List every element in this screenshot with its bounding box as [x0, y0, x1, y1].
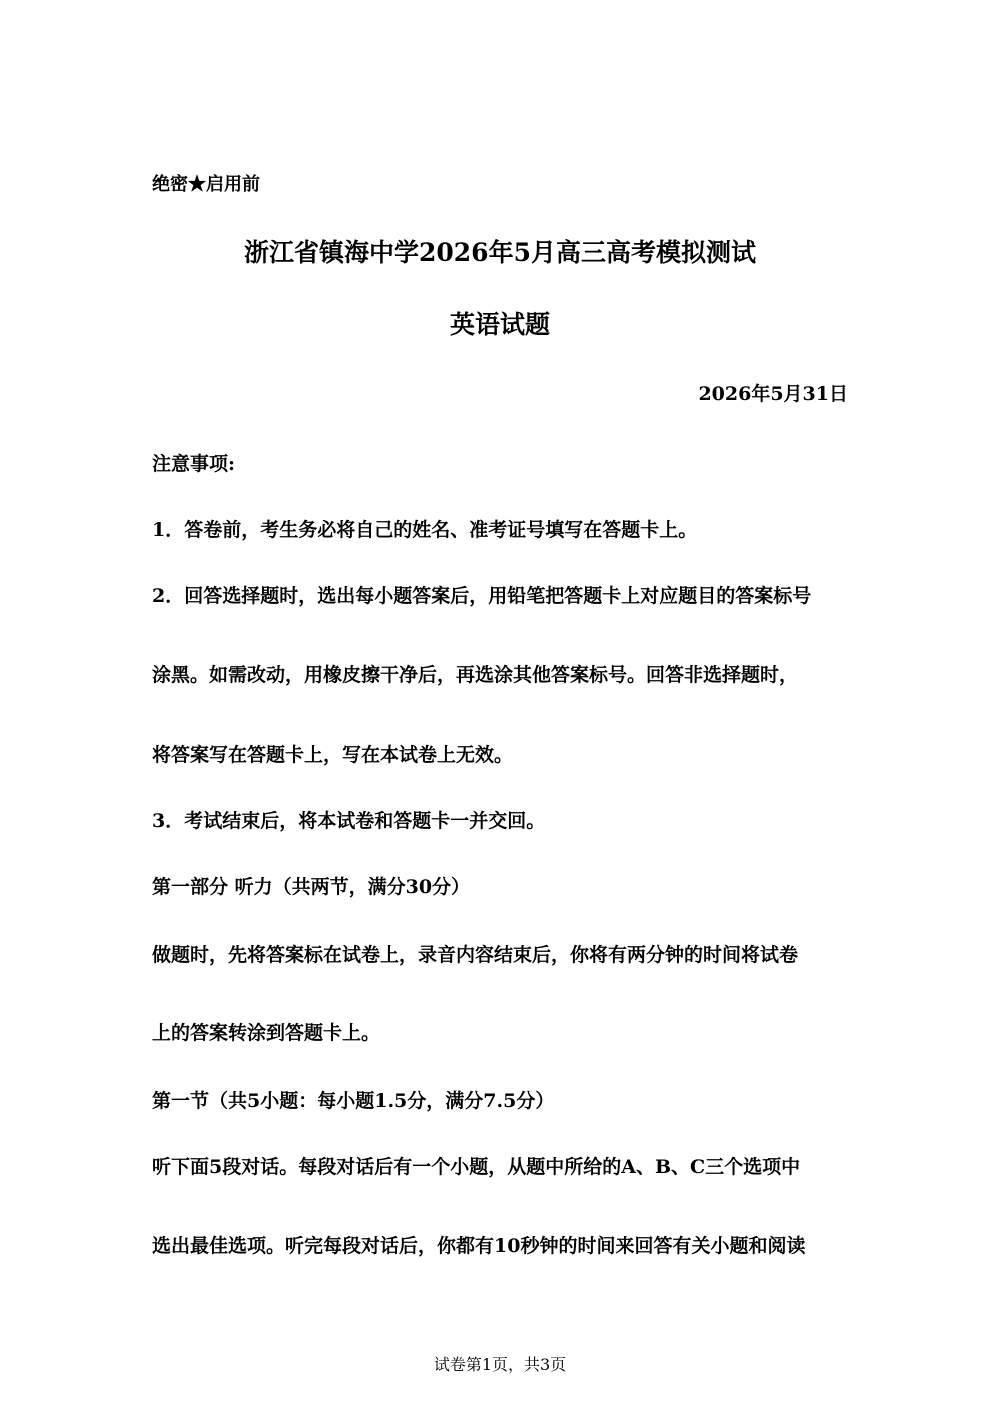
exam-date: 2026年5月31日: [698, 383, 848, 405]
notice-item-2-line-1: 2．回答选择题时，选出每小题答案后，用铅笔把答题卡上对应题目的答案标号: [152, 585, 812, 607]
part1-instruction-line-2: 上的答案转涂到答题卡上。: [152, 1022, 381, 1044]
section1-instruction-line-1: 听下面5段对话。每段对话后有一个小题，从题中所给的A、B、C三个选项中: [152, 1156, 801, 1178]
exam-subtitle: 英语试题: [449, 310, 550, 339]
page-footer: 试卷第1页，共3页: [433, 1355, 567, 1374]
section1-heading: 第一节（共5小题：每小题1.5分，满分7.5分）: [152, 1090, 555, 1112]
notice-item-2-line-2: 涂黑。如需改动，用橡皮擦干净后，再选涂其他答案标号。回答非选择题时，: [152, 664, 799, 686]
part1-heading: 第一部分 听力（共两节，满分30分）: [152, 876, 471, 898]
notice-item-1: 1．答卷前，考生务必将自己的姓名、准考证号填写在答题卡上。: [152, 519, 698, 541]
notice-heading: 注意事项:: [152, 453, 236, 475]
notice-item-2-line-3: 将答案写在答题卡上，写在本试卷上无效。: [152, 744, 514, 766]
part1-instruction-line-1: 做题时，先将答案标在试卷上，录音内容结束后，你将有两分钟的时间将试卷: [152, 944, 799, 966]
exam-title: 浙江省镇海中学2026年5月高三高考模拟测试: [244, 238, 756, 267]
section1-instruction-line-2: 选出最佳选项。听完每段对话后，你都有10秒钟的时间来回答有关小题和阅读: [152, 1235, 806, 1257]
notice-item-3: 3．考试结束后，将本试卷和答题卡一并交回。: [152, 810, 546, 832]
classified-label: 绝密★启用前: [152, 174, 260, 195]
